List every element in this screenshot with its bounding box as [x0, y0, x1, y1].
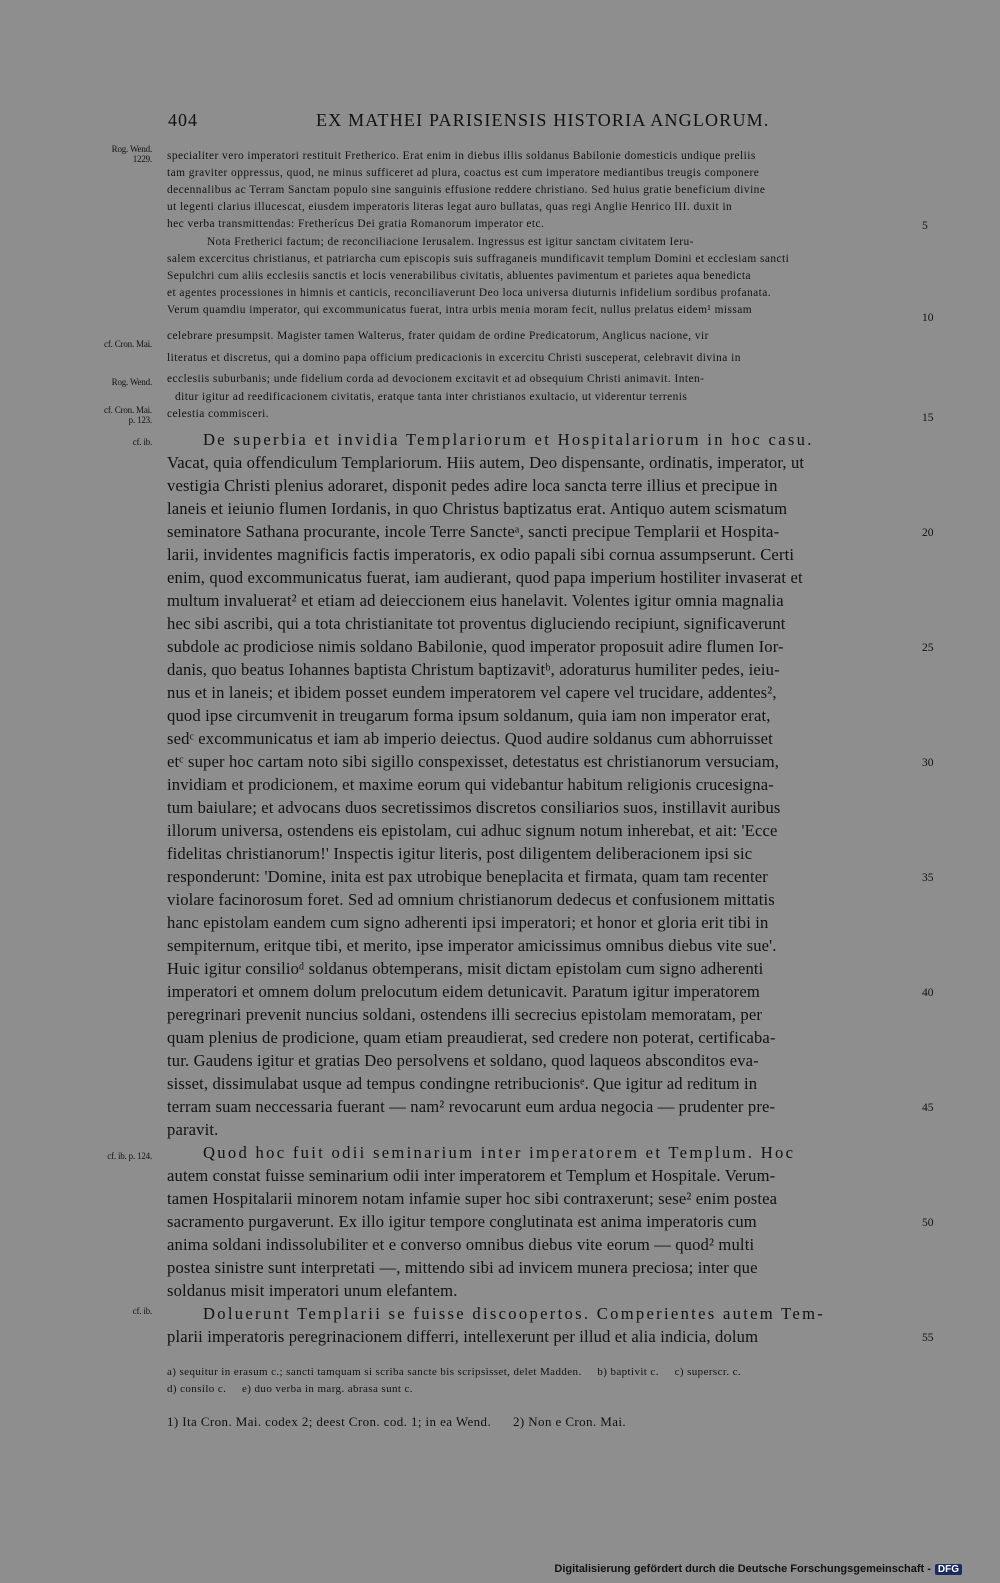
margin-note: cf. ib. [132, 437, 152, 447]
line-number: 50 [922, 1217, 934, 1229]
text-line: postea sinistre sunt interpretati —, mittendo sibi ad invicem munera preciosa; inter que [167, 1258, 758, 1277]
text-line: celebrare presumpsit. Magister tamen Walterus, frater quidam de ordine Predicatorum, Anglicus nacione, vir [167, 330, 709, 342]
text-line: sempiternum, eritque tibi, et merito, ipse imperator amicissimus omnibus diebus vite sue'. [167, 936, 777, 955]
text-line: responderunt: 'Domine, inita est pax utrobique beneplacita et firmata, quam tam recenter [167, 867, 768, 886]
text-line: paravit. [167, 1120, 219, 1139]
text-line: subdole ac prodiciose nimis soldano Babilonie, quod imperator proposuit adire flumen Ior- [167, 637, 784, 656]
text-line: invidiam et prodicionem, et maxime eorum qui videbantur habitum religionis crucesigna- [167, 775, 774, 794]
text-line: vestigia Christi plenius adoraret, disponit pedes adire loca sancta terre illius et precipue in [167, 476, 778, 495]
line-number: 15 [922, 412, 934, 424]
text-line: quod ipse circumvenit in treugarum forma ipsum soldanum, quia iam non imperator erat, [167, 706, 771, 725]
text-line: fidelitas christianorum!' Inspectis igitur literis, post diligentem deliberacionem ipsi sic [167, 844, 753, 863]
text-line: Vacat, quia offendiculum Templariorum. Hiis autem, Deo dispensante, ordinatis, imperator, ut [167, 453, 805, 472]
text-line: ut legenti clarius illucescat, eiusdem imperatoris literas legat auro bullatas, quas regi Anglie Henrico III. duxit in [167, 201, 733, 213]
text-line: peregrinari prevenit nuncius soldani, ostendens illi secrecius epistolam memoratam, per [167, 1005, 763, 1024]
text-line: violare facinorosum foret. Sed ad omnium christianorum dedecus et confusionem mittatis [167, 890, 775, 909]
text-line: seminatore Sathana procurante, incole Terre Sancteᵃ, sancti precipue Templarii et Hospita- [167, 522, 780, 541]
line-number: 30 [922, 757, 934, 769]
text-line: Sepulchri cum aliis ecclesiis sanctis et locis venerabilibus civitatis, abluentes pavimentum et parietes aqua benedicta [167, 270, 751, 282]
text-line: sacramento purgaverunt. Ex illo igitur tempore conglutinata est anima imperatoris cum [167, 1212, 757, 1231]
text-line: tam graviter oppressus, quod, ne minus sufficeret ad plura, coactus est cum imperatore mediantibus treugis componere [167, 167, 760, 179]
page-number: 404 [168, 110, 198, 130]
text-line: specialiter vero imperatori restituit Fretherico. Erat enim in diebus illis soldanus Babilonie domesticis undique preliis [167, 150, 756, 162]
text-line: ditur igitur ad reedificacionem civitatis, eratque tanta inter christianos exultacio, ut viderentur terrenis [175, 391, 688, 403]
margin-note: cf. ib. p. 124. [107, 1151, 152, 1161]
text-line: Nota Fretherici factum; de reconciliacione Ierusalem. Ingressus est igitur sanctam civitatem Ieru- [207, 236, 694, 248]
text-line: autem constat fuisse seminarium odii inter imperatorem et Templum et Hospitale. Verum- [167, 1166, 776, 1185]
margin-note: cf. ib. [132, 1306, 152, 1316]
text-line: hanc epistolam eandem cum signo adherenti ipsi imperatori; et honor et gloria erit tibi in [167, 913, 769, 932]
text-line: etᶜ super hoc cartam noto sibi sigillo conspexisset, detestatus est christianorum versuciam, [167, 752, 780, 771]
text-line: imperatori et omnem dolum prelocutum eidem detunicavit. Paratum igitur imperatorem [167, 982, 760, 1001]
text-line: hec sibi ascribi, qui a tota christianitate tot proventus digluciendo recipiunt, significaverunt [167, 614, 786, 633]
text-line: tum baiulare; et advocans duos secretissimos discretos consiliarios suos, instillavit auribus [167, 798, 781, 817]
text-line: tamen Hospitalarii minorem notam infamie super hoc sibi contraxerunt; sese² enim postea [167, 1189, 778, 1208]
line-number: 40 [922, 987, 934, 999]
section-heading-line: Quod hoc fuit odii seminarium inter imperatorem et Templum. Hoc [203, 1143, 796, 1162]
running-title: EX MATHEI PARISIENSIS HISTORIA ANGLORUM. [316, 110, 770, 130]
line-number: 5 [922, 220, 928, 232]
footnote: 1) Ita Cron. Mai. codex 2; deest Cron. cod. 1; in ea Wend. 2) Non e Cron. Mai. [167, 1414, 627, 1429]
text-line: sedᶜ excommunicatus et iam ab imperio deiectus. Quod audire soldanus cum abhorruisset [167, 729, 773, 748]
text-line: et agentes processiones in himnis et canticis, reconciliaverunt Deo loca universa diuturnis infidelium sordibus profanata. [167, 287, 772, 299]
text-line: Verum quamdiu imperator, qui excommunicatus fuerat, intra urbis menia moram fecit, nullus prelatus eidem¹ missam [167, 304, 753, 316]
text-line: terram suam neccessaria fuerant — nam² revocarunt eum ardua negocia — prudenter pre- [167, 1097, 776, 1116]
text-line: tur. Gaudens igitur et gratias Deo persolvens et soldano, quod laqueos absconditos eva- [167, 1051, 759, 1070]
text-line: quam plenius de prodicione, quam etiam preaudierat, sed credere non poterat, certificaba- [167, 1028, 776, 1047]
margin-note: Rog. Wend. [111, 377, 152, 387]
text-line: hec verba transmittendas: Fretherícus Dei gratia Romanorum imperator etc. [167, 218, 545, 230]
text-line: salem excercitus christianus, et patriarcha cum episcopis suis suffraganeis mundificavit templum Domini et ecclesiam sancti [167, 253, 790, 265]
page-header [0, 110, 1000, 136]
text-line: anima soldani indissolubiliter et e converso omnibus diebus vite eorum — quod² multi [167, 1235, 755, 1254]
text-line: nus et in laneis; et ibidem posset eundem imperatorem vel capere vel trucidare, addentes², [167, 683, 777, 702]
credit-text: Digitalisierung gefördert durch die Deutsche Forschungsgemeinschaft - [554, 1563, 931, 1575]
line-number: 10 [922, 312, 934, 324]
text-line: plarii imperatoris peregrinacionem differri, intellexerunt per illud et alia indicia, dolum [167, 1327, 759, 1346]
text-line: illorum universa, ostendens eis epistolam, cui adhuc signum notum inherebat, et ait: 'Ecce [167, 821, 778, 840]
line-number: 55 [922, 1332, 934, 1344]
footnote: d) consilo c. e) duo verba in marg. abrasa sunt c. [167, 1383, 413, 1395]
line-number: 20 [922, 527, 934, 539]
text-line: decennalibus ac Terram Sanctam populo sine sanguinis effusione reddere christiano. Sed huius gratie beneficium divine [167, 184, 766, 196]
line-number: 25 [922, 642, 934, 654]
text-line: Huic igitur consilioᵈ soldanus obtemperans, misit dictam epistolam cum signo adherenti [167, 959, 764, 978]
margin-note: cf. Cron. Mai. [104, 339, 152, 349]
text-line: enim, quod excommunicatus fuerat, iam audierant, quod papa imperium hostiliter invaserat et [167, 568, 803, 587]
text-line: sisset, dissimulabat usque ad tempus condingne retribucionisᵉ. Que igitur ad reditum in [167, 1074, 758, 1093]
text-line: literatus et discretus, qui a domino papa officium predicacionis in excercitu Christi susceperat, celebravit divina in [167, 352, 741, 364]
margin-note: Rog. Wend. 1229. [111, 144, 152, 164]
text-line: ecclesiis suburbanis; unde fidelium corda ad devocionem excitavit et ad obsequium Christi animavit. Inten- [167, 373, 705, 385]
text-line: multum invaluerat² et etiam ad deieccionem eius hanelavit. Volentes igitur omnia magnalia [167, 591, 784, 610]
text-line: danis, quo beatus Iohannes baptista Christum baptizavitᵇ, adoraturus humiliter pedes, ieiu- [167, 660, 780, 679]
line-number: 35 [922, 872, 934, 884]
text-line: larii, invidentes magnificis factis imperatoris, ex odio papali sibi cornua assumpserunt. Certi [167, 545, 795, 564]
footnote: a) sequitur in erasum c.; sancti tamquam si scriba sancte bis scripsisset, delet Madden. b) baptivit c. c) superscr. c. [167, 1366, 742, 1378]
dfg-logo: DFG [935, 1564, 962, 1575]
text-line: celestia commisceri. [167, 408, 269, 420]
text-line: laneis et ieiunio flumen Iordanis, in quo Christus baptizatus erat. Antiquo autem scismatum [167, 499, 788, 518]
dfg-credit[interactable] [554, 1563, 962, 1575]
margin-note: cf. Cron. Mai. p. 123. [104, 405, 152, 425]
section-heading-line: De superbia et invidia Templariorum et Hospitalariorum in hoc casu. [203, 430, 814, 449]
line-number: 45 [922, 1102, 934, 1114]
text-line: soldanus misit imperatori unum elefantem. [167, 1281, 458, 1300]
section-heading-line: Doluerunt Templarii se fuisse discoopertos. Comperientes autem Tem- [203, 1304, 826, 1323]
